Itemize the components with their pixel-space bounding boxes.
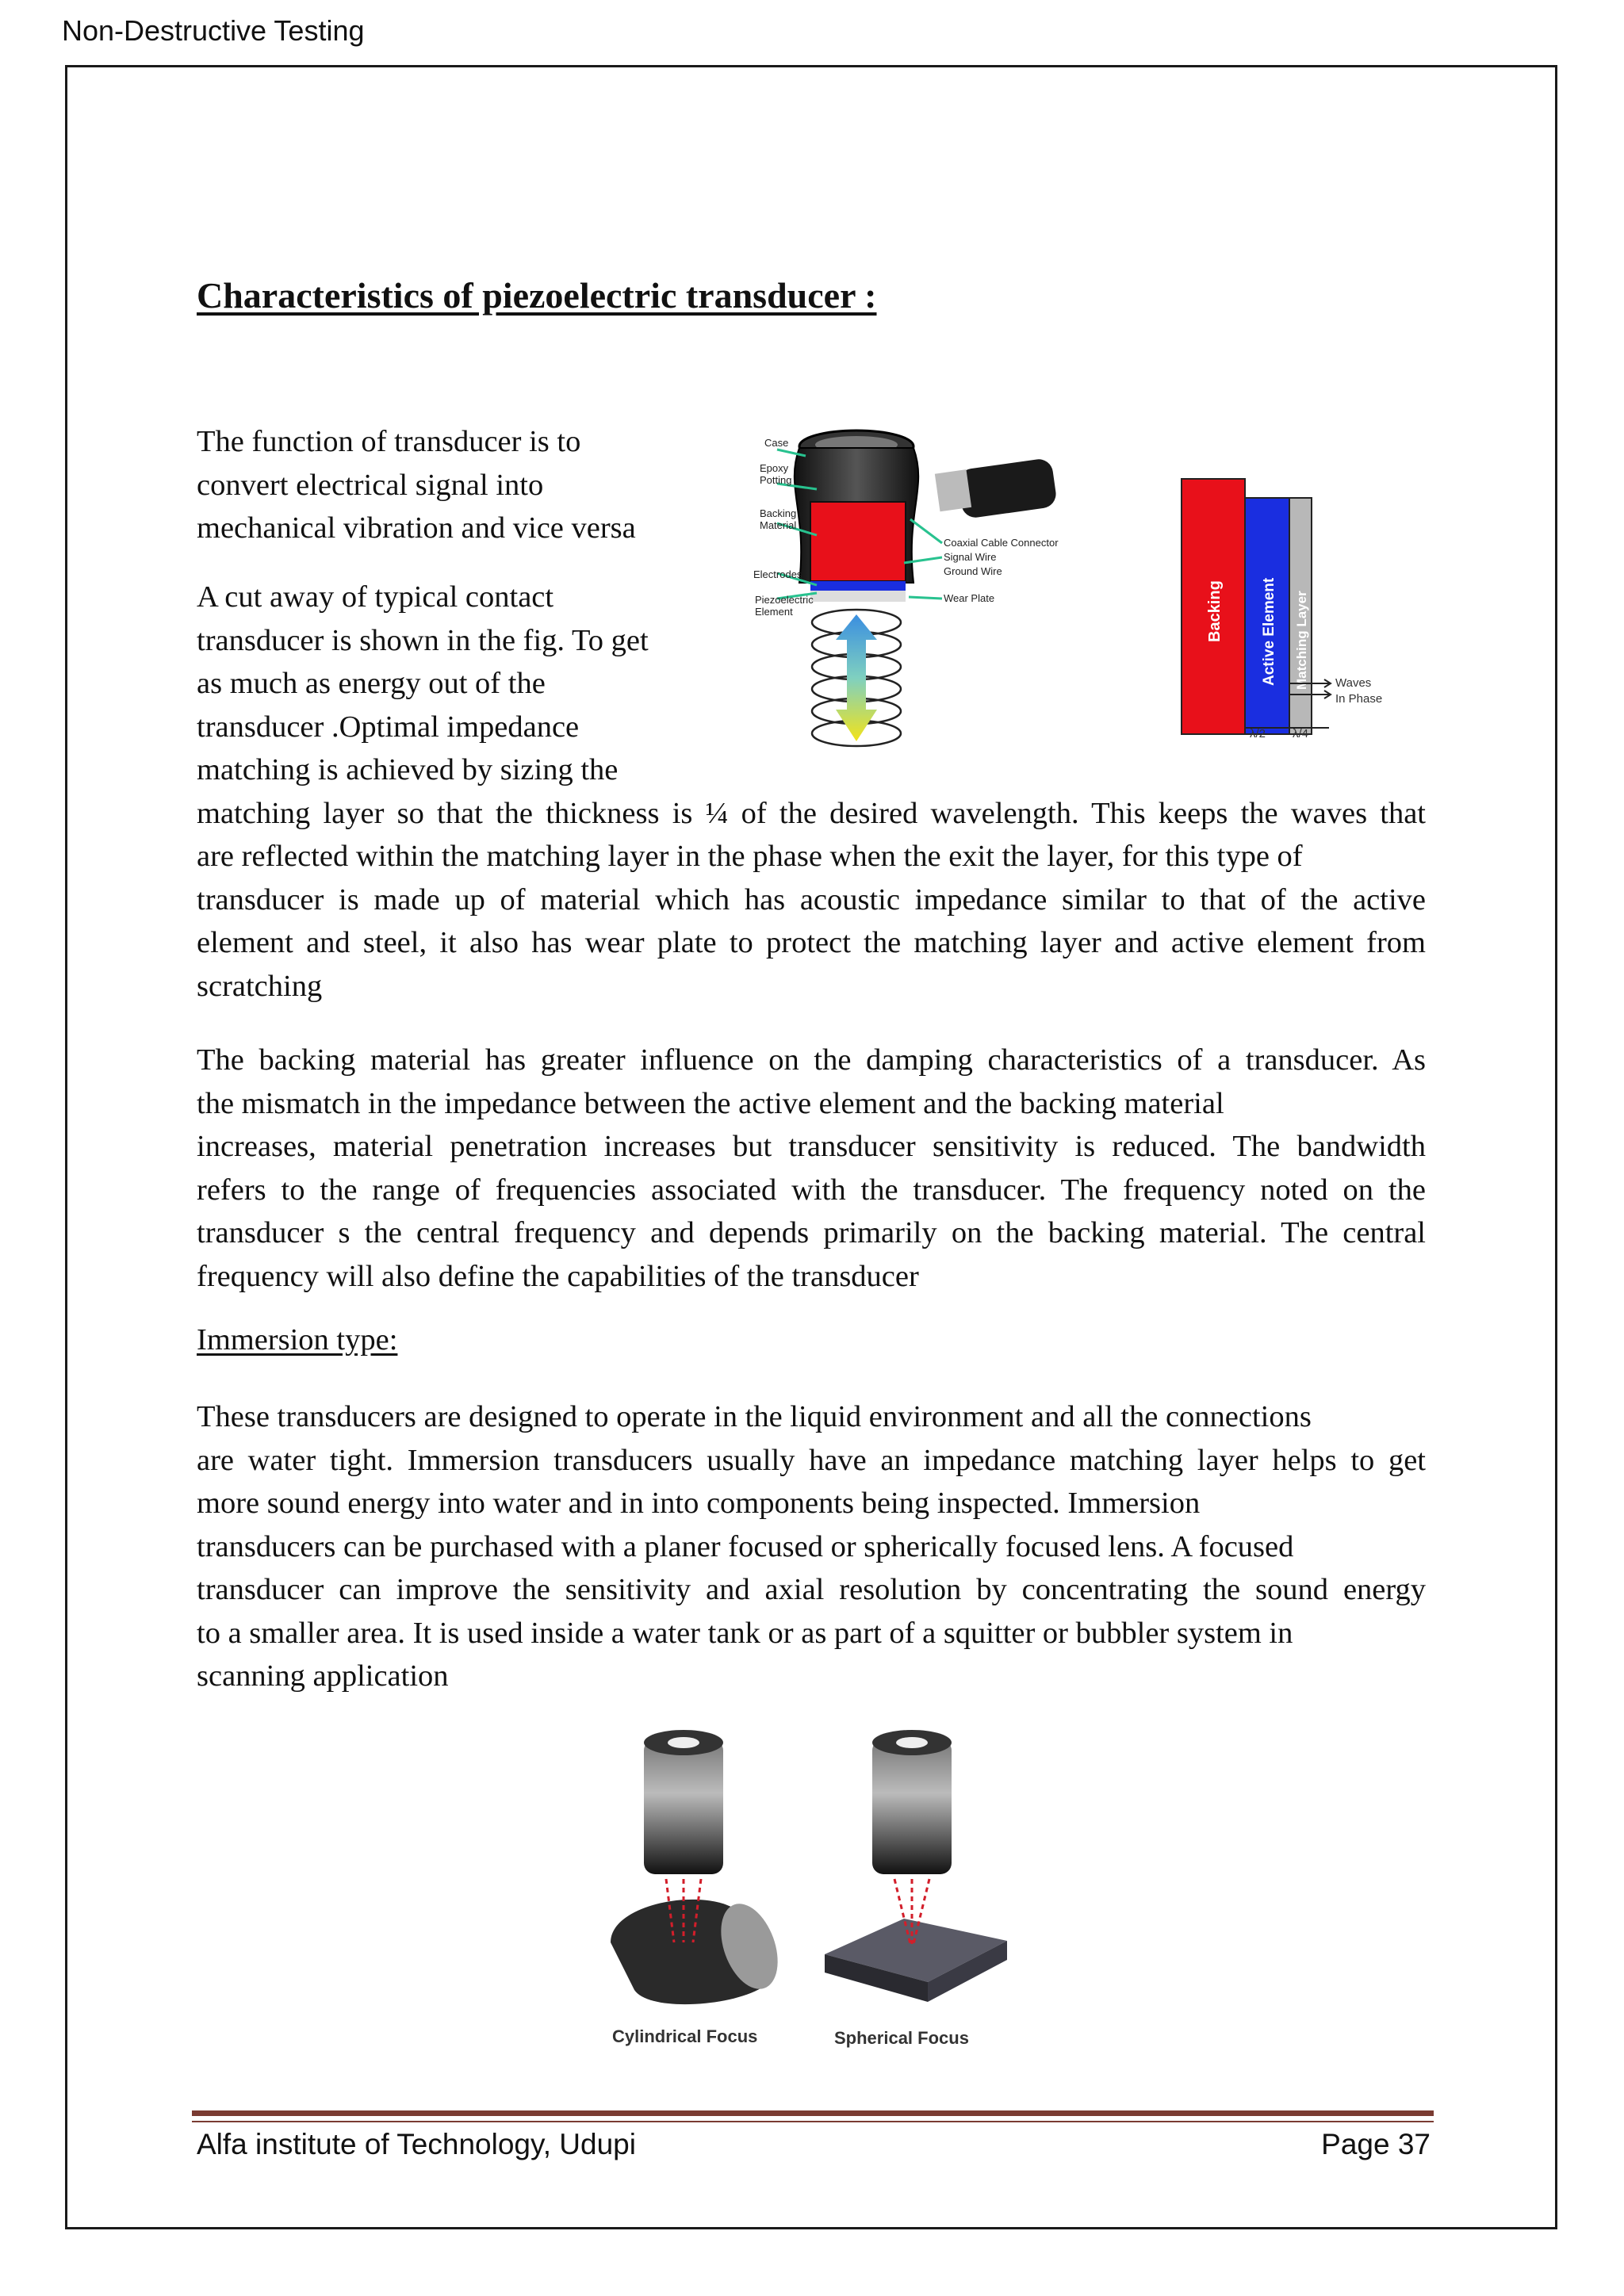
text-line: transducer .Optimal impedance [197,710,580,744]
text-line: are water tight. Immersion transducers usually have an impedance matching layer helps to get [197,1443,1426,1477]
text-line: mechanical vibration and vice versa [197,511,636,545]
cylindrical-focus-probe [611,1730,788,2004]
label-element: Element [755,606,793,618]
spherical-focus-probe [825,1730,1007,2002]
running-header: Non-Destructive Testing [62,14,365,47]
cable-connector [935,457,1058,519]
layer-diagram-figure [1174,476,1404,749]
footer-rule-thin [192,2121,1434,2122]
text-line: are reflected within the matching layer in the phase when the exit the layer, for this type of [197,840,1303,873]
text-line: transducers can be purchased with a planer focused or spherically focused lens. A focused [197,1529,1294,1563]
transducer-body [795,430,918,602]
text-line: scanning application [197,1659,449,1693]
label-potting: Potting [760,474,792,486]
text-line: element and steel, it also has wear plate to protect the matching layer and active element from [197,926,1426,959]
text-line: transducer s the central frequency and depends primarily on the backing material. The central [197,1216,1426,1249]
label-backing: Backing [1206,580,1224,642]
text-line: increases, material penetration increases but transducer sensitivity is reduced. The bandwidth [197,1130,1426,1163]
immersion-transducers-figure [587,1728,1031,2061]
label-active-element: Active Element [1261,577,1277,686]
label-coaxial-connector: Coaxial Cable Connector [944,537,1059,549]
paragraph-backing-material [197,1039,1426,1298]
text-line: The function of transducer is to [197,425,581,458]
label-quarter-wavelength: λ/4 [1293,727,1309,740]
caption-spherical-focus: Spherical Focus [834,2028,969,2048]
label-waves: Waves [1335,676,1372,690]
footer-institute: Alfa institute of Technology, Udupi [197,2128,636,2160]
text-line: These transducers are designed to operate in the liquid environment and all the connections [197,1400,1312,1433]
section-heading: Characteristics of piezoelectric transducer : [197,275,877,316]
label-matching-layer: Matching Layer [1294,591,1309,690]
label-ground-wire: Ground Wire [944,565,1002,577]
label-piezoelectric: Piezoelectric [755,594,814,606]
intro-paragraph [197,420,688,550]
text-line: more sound energy into water and in into components being inspected. Immersion [197,1487,1201,1520]
text-line: the mismatch in the impedance between the active element and the backing material [197,1086,1224,1120]
text-line: convert electrical signal into [197,468,544,502]
label-signal-wire: Signal Wire [944,551,997,563]
label-backing: Backing [760,507,797,519]
label-in-phase: In Phase [1335,692,1383,706]
label-half-wavelength: λ/2 [1250,727,1266,740]
contact-transducer-cutaway-figure [753,424,1118,757]
caption-cylindrical-focus: Cylindrical Focus [612,2026,758,2046]
label-material: Material [760,519,797,531]
label-wear-plate: Wear Plate [944,592,995,604]
text-line: matching layer so that the thickness is ¼ of the desired wavelength. This keeps the waves that [197,796,1426,830]
label-case: Case [764,437,789,449]
text-line: as much as energy out of the [197,667,546,700]
text-line: matching is achieved by sizing the [197,753,619,786]
footer-rule [192,2110,1434,2116]
text-line: scratching [197,969,323,1003]
label-electrodes: Electrodes [753,568,802,580]
text-line: transducer can improve the sensitivity and axial resolution by concentrating the sound energy [197,1573,1426,1606]
text-line: transducer is shown in the fig. To get [197,623,649,657]
text-line: refers to the range of frequencies associated with the transducer. The frequency noted on the [197,1173,1426,1207]
text-line: to a smaller area. It is used inside a water tank or as part of a squitter or bubbler system in [197,1616,1293,1650]
text-line: A cut away of typical contact [197,580,554,614]
text-line: transducer is made up of material which has acoustic impedance similar to that of the active [197,882,1426,916]
text-line: frequency will also define the capabilities of the transducer [197,1259,919,1293]
footer-page-number: Page 37 [1321,2128,1431,2160]
label-epoxy: Epoxy [760,462,789,474]
paragraph-immersion [197,1395,1426,1698]
subheading-immersion: Immersion type: [197,1323,398,1357]
text-line: The backing material has greater influence on the damping characteristics of a transducer. As [197,1043,1426,1077]
